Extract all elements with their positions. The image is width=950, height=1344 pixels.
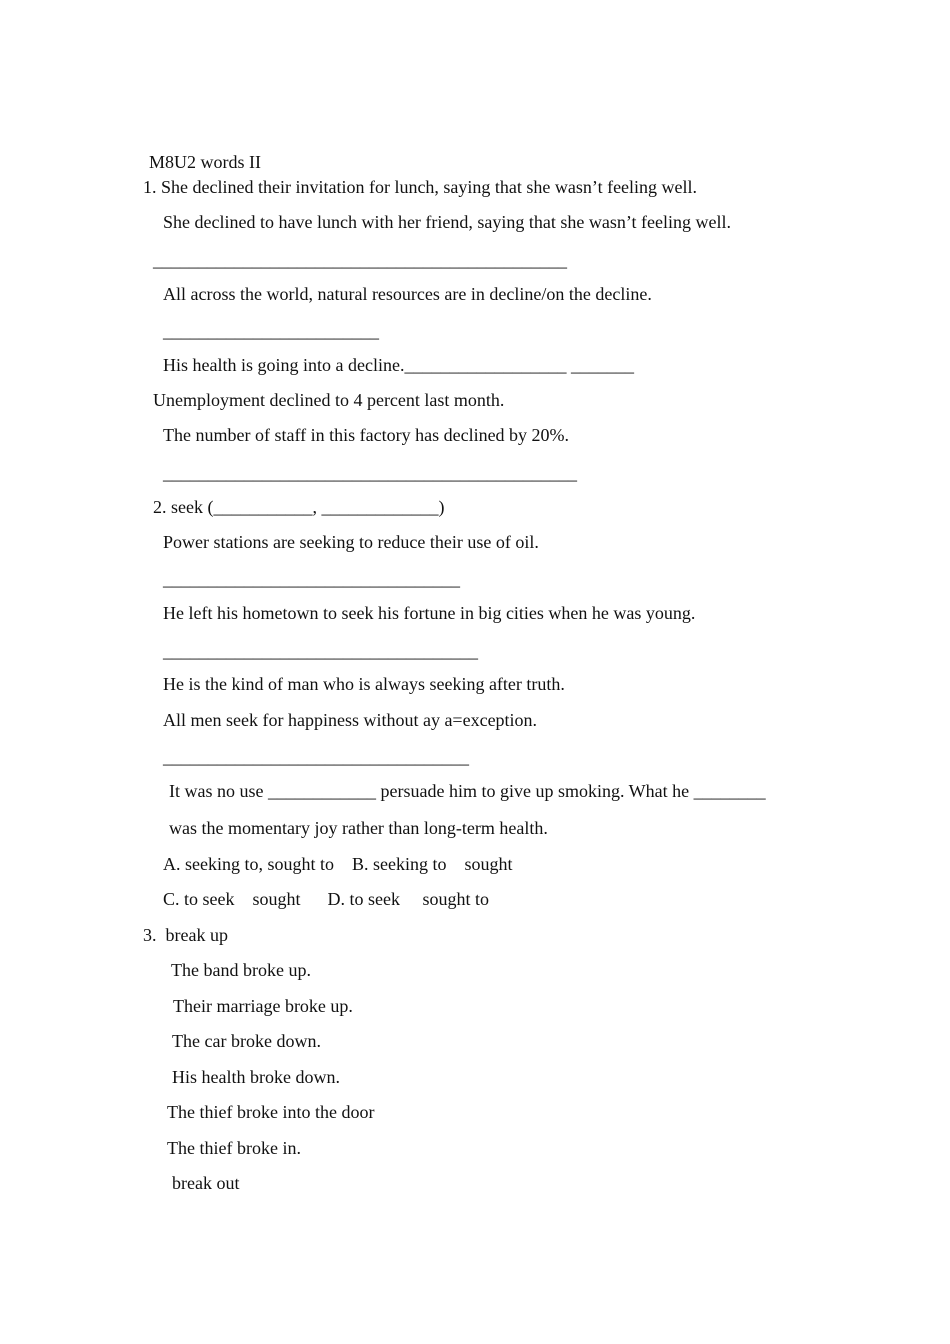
item-2-heading: 2. seek (___________, _____________) (153, 497, 445, 517)
example-sentence: The thief broke in. (167, 1138, 301, 1158)
answer-blank-line: ______________________________________________ (153, 250, 567, 270)
example-sentence: All across the world, natural resources are in decline/on the decline. (163, 284, 652, 304)
answer-blank-line: ________________________ (163, 321, 379, 341)
exercise-question-continued: was the momentary joy rather than long-term health. (169, 818, 548, 838)
example-sentence: Power stations are seeking to reduce their use of oil. (163, 532, 539, 552)
answer-blank-line: _________________________________ (163, 569, 460, 589)
example-sentence: His health is going into a decline.__________________ _______ (163, 355, 634, 375)
answer-blank-line: __________________________________ (163, 747, 469, 767)
item-3-heading: 3. break up (143, 925, 228, 945)
example-sentence: She declined to have lunch with her friend, saying that she wasn’t feeling well. (163, 212, 732, 232)
example-sentence: The car broke down. (172, 1031, 321, 1051)
exercise-question: It was no use ____________ persuade him to give up smoking. What he ________ (169, 781, 766, 801)
example-sentence: The thief broke into the door (167, 1102, 375, 1122)
example-sentence: Unemployment declined to 4 percent last month. (153, 390, 505, 410)
example-sentence: Their marriage broke up. (173, 996, 353, 1016)
document-title: M8U2 words II (149, 152, 261, 172)
example-sentence: The band broke up. (171, 960, 311, 980)
example-sentence: The number of staff in this factory has declined by 20%. (163, 425, 570, 445)
phrase-entry: break out (172, 1173, 240, 1193)
answer-blank-line: ___________________________________ (163, 641, 478, 661)
example-sentence: All men seek for happiness without ay a=exception. (163, 710, 538, 730)
item-1-heading: 1. She declined their invitation for lunch, saying that she wasn’t feeling well. (143, 177, 698, 197)
example-sentence: He left his hometown to seek his fortune in big cities when he was young. (163, 603, 696, 623)
answer-options-c-d: C. to seek sought D. to seek sought to (163, 889, 489, 909)
answer-blank-line: ______________________________________________ (163, 463, 577, 483)
example-sentence: He is the kind of man who is always seeking after truth. (163, 674, 565, 694)
answer-options-a-b: A. seeking to, sought to B. seeking to sought (163, 854, 513, 874)
example-sentence: His health broke down. (172, 1067, 340, 1087)
